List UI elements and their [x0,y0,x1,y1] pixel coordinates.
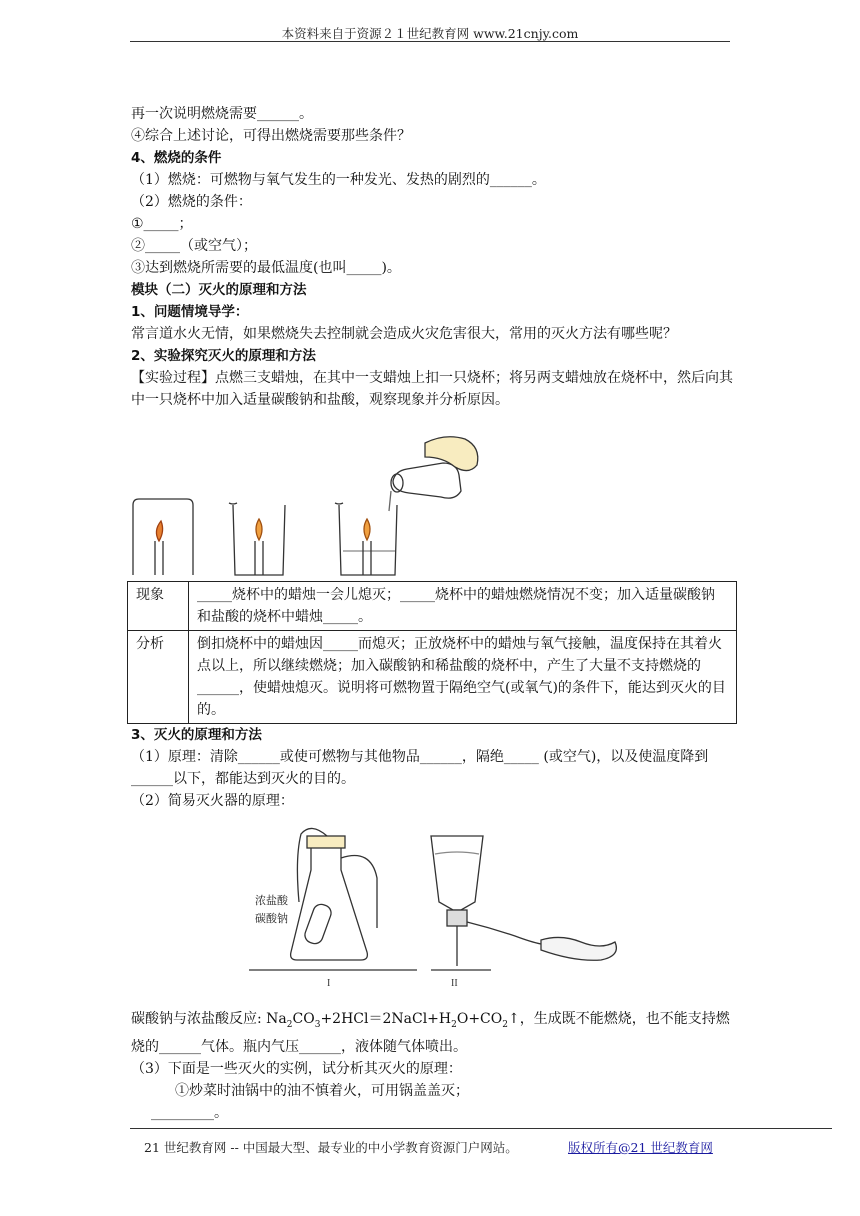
section-heading: 3、灭火的原理和方法 [131,727,262,743]
text-line: 再一次说明燃烧需要______。 [131,106,313,122]
label-flask-1: I [327,978,331,989]
observation-table [127,581,737,724]
text-line: （1）燃烧：可燃物与氧气发生的一种发光、发热的剧烈的______。 [131,172,546,188]
text-paragraph: （1）原理：清除______或使可燃物与其他物品______，隔绝_____ (或空气)，以及使温度降到______以下，都能达到灭火的目的。 [131,749,709,787]
section-heading: 2、实验探究灭火的原理和方法 [131,348,316,364]
candle-beakers-figure [125,413,737,581]
footer-text: 21 世纪教育网 -- 中国最大型、最专业的中小学教育资源门户网站。 [144,1140,518,1155]
document-body [131,103,737,1124]
section-heading: 4、燃烧的条件 [131,150,222,166]
header-divider [130,41,730,42]
table-cell: _____烧杯中的蜡烛一会儿熄灭；_____烧杯中的蜡烛燃烧情况不变；加入适量碳酸钠和盐酸的烧杯中蜡烛_____。 [189,582,737,631]
table-cell-label: 现象 [128,582,189,631]
table-cell-label: 分析 [128,631,189,724]
extinguisher-figure [131,818,737,1004]
text-line: ①炒菜时油锅中的油不慎着火，可用锅盖盖灭； [175,1082,469,1099]
text-line: （3）下面是一些灭火的实例，试分析其灭火的原理： [131,1060,462,1077]
text-line: ③达到燃烧所需要的最低温度(也叫_____)。 [131,260,401,276]
extinguisher-illustration [131,818,737,1004]
table-row [128,582,737,631]
module-heading: 模块（二）灭火的原理和方法 [131,282,307,298]
text-line: （2）燃烧的条件： [131,194,252,210]
table-row [128,631,737,724]
text-line: ①_____； [131,216,193,232]
table-cell: 倒扣烧杯中的蜡烛因_____而熄灭；正放烧杯中的蜡烛与氧气接触，温度保持在其着火点以上，所以继续燃烧；加入碳酸钠和稀盐酸的烧杯中，产生了大量不支持燃烧的______，使蜡烛熄灭。说明将可燃物置于隔绝空气(或氧气)的条件下，能达到灭火的目的。 [189,631,737,724]
label-conc-acid: 浓盐酸 [255,895,288,907]
text-line: ④综合上述讨论，可得出燃烧需要那些条件？ [131,128,411,144]
text-line: 常言道水火无情，如果燃烧失去控制就会造成火灾危害很大，常用的灭火方法有哪些呢？ [131,326,677,342]
text-line: _________。 [151,1104,228,1121]
text-line: （2）简易灭火器的原理： [131,793,294,809]
label-carbonate: 碳酸钠 [255,913,288,925]
candle-beakers-illustration [125,413,731,581]
text-line: ②_____（或空气）； [131,238,257,254]
footer-divider [130,1128,832,1129]
section-heading: 1、问题情境导学： [131,304,249,320]
page-header: 本资料来自于资源２１世纪教育网 www.21cnjy.com [281,26,579,41]
label-flask-2: II [451,978,458,989]
text-paragraph: 【实验过程】点燃三支蜡烛，在其中一支蜡烛上扣一只烧杯；将另两支蜡烛放在烧杯中，然后向其中一只烧杯中加入适量碳酸钠和盐酸，观察现象并分析原因。 [131,370,733,408]
copyright-link[interactable]: 版权所有@21 世纪教育网 [568,1140,713,1155]
reaction-paragraph: 碳酸钠与浓盐酸反应: $Na_2CO_3+2HCl=2NaCl+H_2O+CO_2↑$，生成既不能燃烧，也不能支持燃烧的______气体。瓶内气压______，液体随气体喷出。 [131,1011,730,1055]
